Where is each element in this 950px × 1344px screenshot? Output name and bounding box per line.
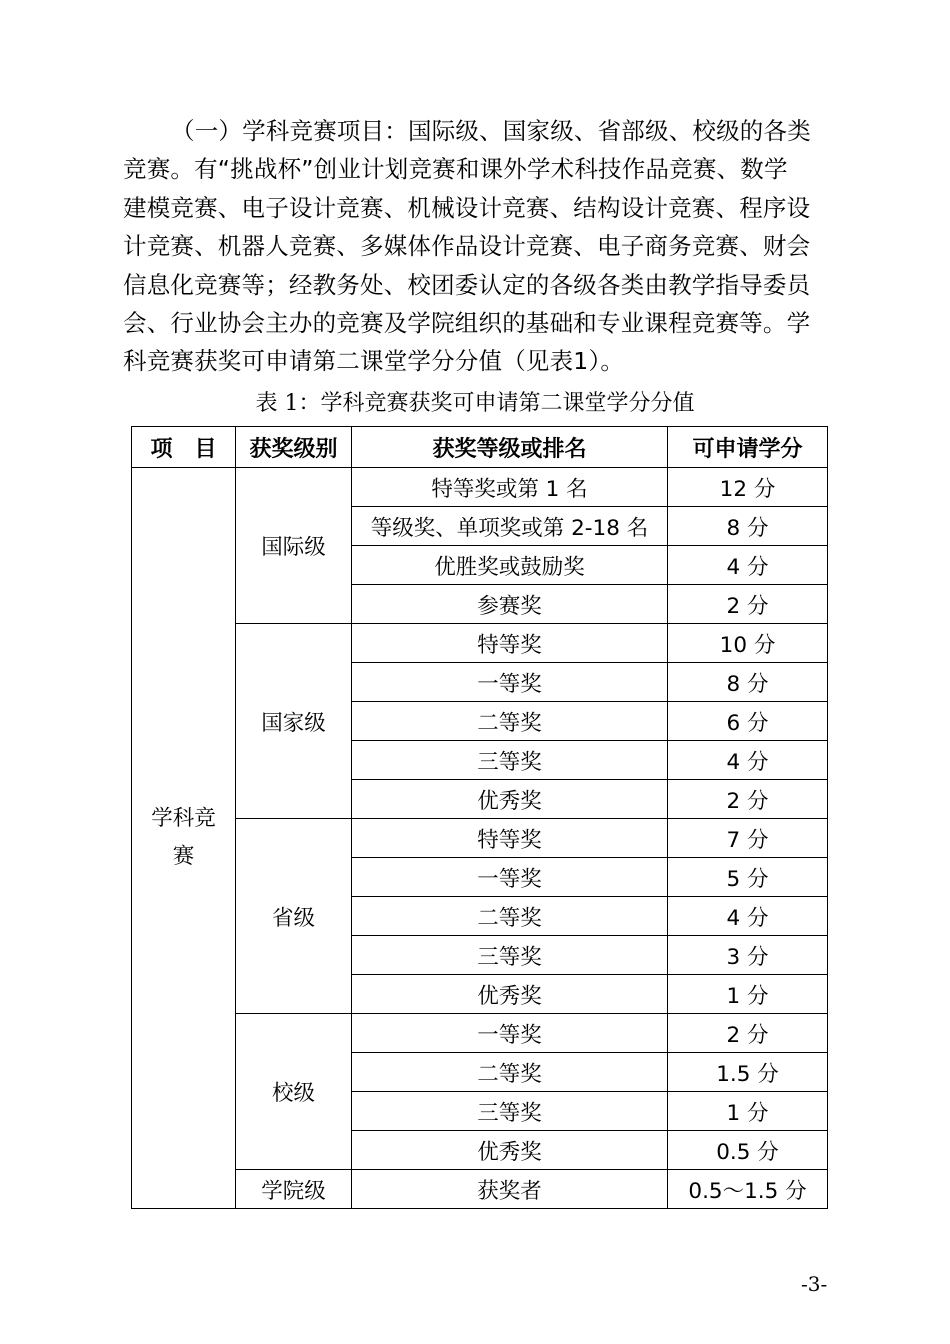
credit-table: [131, 426, 828, 1209]
credit-cell: 8 分: [668, 507, 828, 546]
credit-cell: 3 分: [668, 936, 828, 975]
paragraph-line: 建模竞赛、电子设计竞赛、机械设计竞赛、结构设计竞赛、程序设: [123, 193, 811, 222]
level-cell: 学院级: [236, 1170, 352, 1209]
header-level: 获奖级别: [236, 427, 352, 468]
paragraph-line: 科竞赛获奖可申请第二课堂学分分值（见表1）。: [123, 347, 625, 376]
rank-cell: 三等奖: [352, 741, 668, 780]
body-paragraph: [123, 112, 835, 381]
level-cell: 省级: [236, 819, 352, 1014]
credit-cell: 7 分: [668, 819, 828, 858]
credit-cell: 0.5 分: [668, 1131, 828, 1170]
table-header-row: [132, 427, 828, 468]
credit-cell: 6 分: [668, 702, 828, 741]
rank-cell: 二等奖: [352, 897, 668, 936]
rank-cell: 三等奖: [352, 936, 668, 975]
table-row: [132, 624, 828, 663]
table-caption: 表 1：学科竞赛获奖可申请第二课堂学分分值: [255, 391, 695, 416]
table-row: [132, 1014, 828, 1053]
credit-cell: 5 分: [668, 858, 828, 897]
paragraph-line: 会、行业协会主办的竞赛及学院组织的基础和专业课程竞赛等。学: [123, 308, 811, 337]
page-number: -3-: [801, 1272, 828, 1296]
header-credit: 可申请学分: [668, 427, 828, 468]
rank-cell: 三等奖: [352, 1092, 668, 1131]
table-body: [132, 468, 828, 1209]
rank-cell: 优秀奖: [352, 975, 668, 1014]
rank-cell: 一等奖: [352, 858, 668, 897]
credit-cell: 2 分: [668, 780, 828, 819]
paragraph-line: 计竞赛、机器人竞赛、多媒体作品设计竞赛、电子商务竞赛、财会: [123, 232, 811, 261]
level-cell: 国家级: [236, 624, 352, 819]
credit-cell: 4 分: [668, 741, 828, 780]
level-cell: 校级: [236, 1014, 352, 1170]
credit-cell: 2 分: [668, 1014, 828, 1053]
table-row: [132, 819, 828, 858]
credit-cell: 12 分: [668, 468, 828, 507]
credit-cell: 4 分: [668, 546, 828, 585]
table-row: [132, 468, 828, 507]
paragraph-line: 竞赛。有“挑战杯”创业计划竞赛和课外学术科技作品竞赛、数学: [123, 155, 788, 184]
rank-cell: 特等奖: [352, 819, 668, 858]
rank-cell: 优胜奖或鼓励奖: [352, 546, 668, 585]
header-rank: 获奖等级或排名: [352, 427, 668, 468]
rank-cell: 二等奖: [352, 702, 668, 741]
credit-cell: 8 分: [668, 663, 828, 702]
rank-cell: 一等奖: [352, 663, 668, 702]
project-cell: 学科竞赛: [132, 468, 236, 1209]
paragraph-line: 信息化竞赛等；经教务处、校团委认定的各级各类由教学指导委员: [123, 270, 811, 299]
credit-cell: 1 分: [668, 975, 828, 1014]
rank-cell: 特等奖: [352, 624, 668, 663]
rank-cell: 优秀奖: [352, 1131, 668, 1170]
paragraph-line: （一）学科竞赛项目：国际级、国家级、省部级、校级的各类: [171, 117, 811, 145]
credit-cell: 1 分: [668, 1092, 828, 1131]
rank-cell: 一等奖: [352, 1014, 668, 1053]
header-project: 项 目: [132, 427, 236, 468]
level-cell: 国际级: [236, 468, 352, 624]
credit-cell: 2 分: [668, 585, 828, 624]
rank-cell: 优秀奖: [352, 780, 668, 819]
rank-cell: 特等奖或第 1 名: [352, 468, 668, 507]
rank-cell: 获奖者: [352, 1170, 668, 1209]
rank-cell: 二等奖: [352, 1053, 668, 1092]
credit-cell: 1.5 分: [668, 1053, 828, 1092]
rank-cell: 参赛奖: [352, 585, 668, 624]
rank-cell: 等级奖、单项奖或第 2-18 名: [352, 507, 668, 546]
credit-cell: 0.5～1.5 分: [668, 1170, 828, 1209]
credit-cell: 4 分: [668, 897, 828, 936]
table-row: [132, 1170, 828, 1209]
credit-cell: 10 分: [668, 624, 828, 663]
